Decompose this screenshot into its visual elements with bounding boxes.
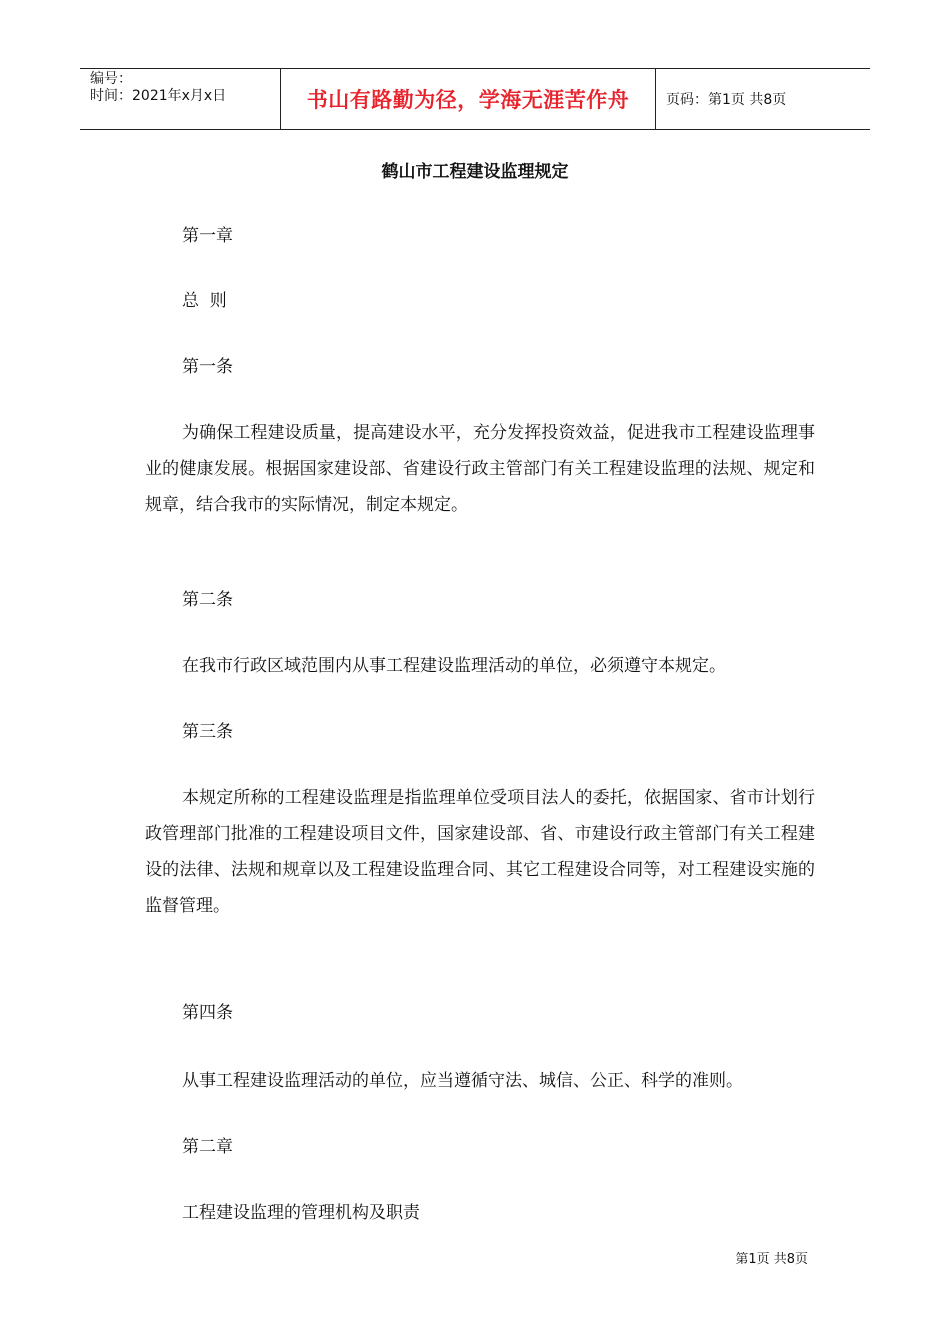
header-meta bbox=[80, 69, 281, 129]
page-footer: 第1页 共8页 bbox=[735, 1252, 808, 1267]
chapter-heading-1: 第一章 bbox=[182, 226, 233, 246]
article-body-3: 本规定所称的工程建设监理是指监理单位受项目法人的委托，依据国家、省市计划行政管理部门批准的工程建设项目文件，国家建设部、省、市建设行政主管部门有关工程建设的法律、法规和规章以及工程建设监理合同、其它工程建设合同等，对工程建设实施的监督管理。 bbox=[145, 788, 815, 916]
header-page-number: 页码：第1页 共8页 bbox=[666, 92, 787, 108]
article-heading-3: 第三条 bbox=[182, 722, 233, 742]
chapter-title-2: 工程建设监理的管理机构及职责 bbox=[182, 1203, 420, 1223]
article-heading-4: 第四条 bbox=[182, 1003, 233, 1023]
document-title: 鹤山市工程建设监理规定 bbox=[381, 162, 569, 182]
header-motto: 书山有路勤为径，学海无涯苦作舟 bbox=[281, 69, 656, 129]
chapter-heading-2: 第二章 bbox=[182, 1137, 233, 1157]
article-heading-2: 第二条 bbox=[182, 590, 233, 610]
article-body-4: 从事工程建设监理活动的单位，应当遵循守法、城信、公正、科学的准则。 bbox=[182, 1071, 743, 1091]
document-time-label: 时间：2021年x月x日 bbox=[90, 88, 227, 104]
article-body-1: 为确保工程建设质量，提高建设水平，充分发挥投资效益，促进我市工程建设监理事业的健康发展。根据国家建设部、省建设行政主管部门有关工程建设监理的法规、规定和规章，结合我市的实际情况，制定本规定。 bbox=[145, 423, 815, 515]
document-number-label: 编号： bbox=[90, 71, 132, 87]
article-body-2: 在我市行政区域范围内从事工程建设监理活动的单位，必须遵守本规定。 bbox=[182, 656, 726, 676]
article-heading-1: 第一条 bbox=[182, 357, 233, 377]
chapter-title-1: 总 则 bbox=[182, 291, 227, 311]
page-header bbox=[80, 68, 870, 130]
